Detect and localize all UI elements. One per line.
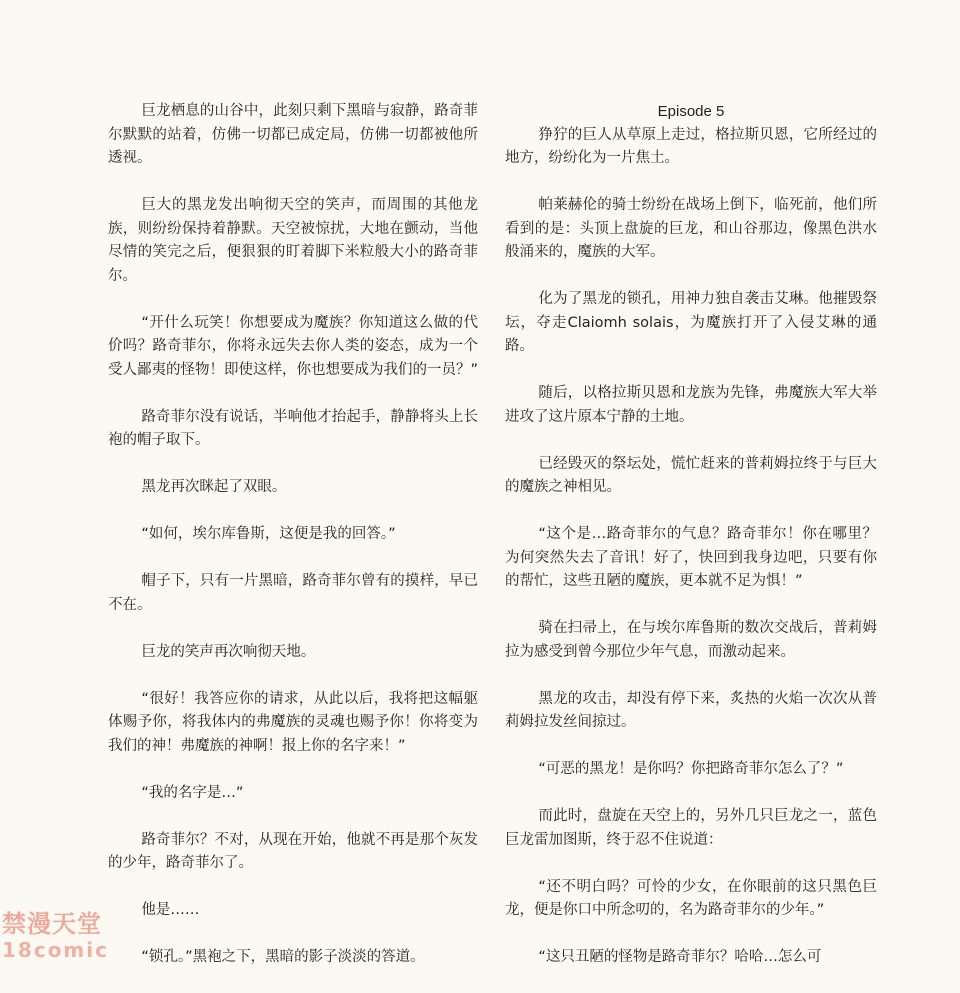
paragraph: 狰狞的巨人从草原上走过，格拉斯贝恩，它所经过的地方，纷纷化为一片焦土。: [505, 126, 877, 166]
paragraph: 随后，以格拉斯贝恩和龙族为先锋，弗魔族大军大举进攻了这片原本宁静的土地。: [505, 385, 877, 425]
paragraph: “我的名字是…”: [141, 784, 244, 801]
paragraph: “这只丑陋的怪物是路奇菲尔？哈哈…怎么可: [538, 949, 822, 965]
paragraph: 路奇菲尔？不对，从现在开始，他就不再是那个灰发的少年，路奇菲尔了。: [108, 831, 478, 871]
paragraph: 巨龙栖息的山谷中，此刻只剩下黑暗与寂静，路奇菲尔默默的站着，仿佛一切都已成定局，仿佛一切都被他所透视。: [108, 103, 478, 166]
paragraph: “开什么玩笑！你想要成为魔族？你知道这么做的代价吗？路奇菲尔，你将永远失去你人类的姿态，成为一个受人鄙夷的怪物！即使这样，你也想要成为我们的一员？”: [108, 314, 479, 378]
paragraph: “可恶的黑龙！是你吗？你把路奇菲尔怎么了？”: [538, 761, 844, 777]
watermark-logo: [2, 912, 109, 960]
paragraph: “还不明白吗？可怜的少女，在你眼前的这只黑色巨龙，便是你口中所念叨的，名为路奇菲尔的少年。”: [505, 878, 877, 918]
paragraph: 黑龙再次眯起了双眼。: [141, 479, 287, 495]
paragraph: “如何，埃尔库鲁斯，这便是我的回答。”: [141, 526, 396, 542]
paragraph: 他是……: [141, 902, 200, 918]
paragraph: 而此时，盘旋在天空上的，另外几只巨龙之一，蓝色巨龙雷加图斯，终于忍不住说道：: [505, 808, 877, 848]
paragraph: 化为了黑龙的锁孔，用神力独自袭击艾琳。他摧毁祭坛，夺走Claiomh solais，为魔族打开了入侵艾琳的通路。: [505, 291, 877, 354]
watermark-cn: 禁漫天堂: [2, 910, 102, 938]
paragraph: 已经毁灭的祭坛处，慌忙赶来的普莉姆拉终于与巨大的魔族之神相见。: [505, 455, 877, 495]
paragraph: 骑在扫帚上，在与埃尔库鲁斯的数次交战后，普莉姆拉为感受到曾今那位少年气息，而激动起来。: [505, 620, 877, 660]
paragraph: 路奇菲尔没有说话，半响他才抬起手，静静将头上长袍的帽子取下。: [108, 408, 478, 448]
episode-title: Episode 5: [657, 103, 725, 120]
paragraph: 巨大的黑龙发出响彻天空的笑声，而周围的其他龙族，则纷纷保持着静默。天空被惊扰，大地在颤动，当他尽情的笑完之后，便狠狠的盯着脚下米粒般大小的路奇菲尔。: [108, 197, 478, 284]
paragraph: 巨龙的笑声再次响彻天地。: [141, 643, 316, 660]
paragraph: “锁孔。”黑袍之下，黑暗的影子淡淡的答道。: [141, 949, 425, 965]
watermark-en: 18comic: [2, 938, 109, 962]
paragraph: 帽子下，只有一片黑暗，路奇菲尔曾有的摸样，早已不在。: [108, 573, 478, 613]
paragraph: 黑龙的攻击，却没有停下来，炙热的火焰一次次从普莉姆拉发丝间掠过。: [505, 690, 877, 730]
left-column: [108, 100, 478, 993]
paragraph: “很好！我答应你的请求，从此以后，我将把这幅躯体赐予你，将我体内的弗魔族的灵魂也赐予你！你将变为我们的神！弗魔族的神啊！报上你的名字来！”: [108, 690, 478, 754]
right-column: [505, 100, 877, 993]
paragraph: “这个是…路奇菲尔的气息？路奇菲尔！你在哪里？为何突然失去了音讯！好了，快回到我身边吧，只要有你的帮忙，这些丑陋的魔族，更本就不足为惧！”: [505, 526, 877, 589]
paragraph: 帕莱赫伦的骑士纷纷在战场上倒下，临死前，他们所看到的是：头顶上盘旋的巨龙，和山谷那边，像黑色洪水般涌来的，魔族的大军。: [505, 197, 877, 260]
